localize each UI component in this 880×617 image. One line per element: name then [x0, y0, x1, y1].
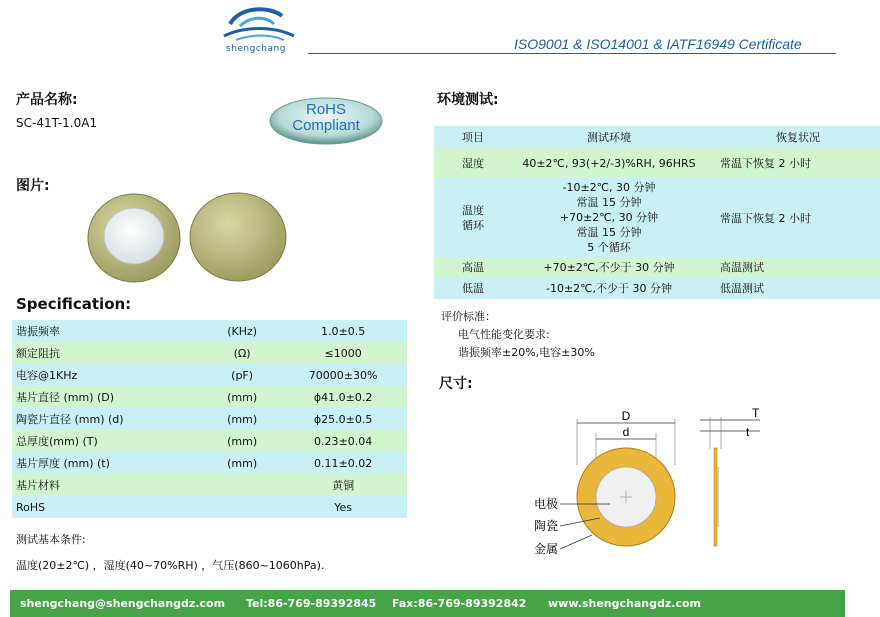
- spec-param: 基片直径 (mm) (D): [12, 386, 205, 408]
- env-condition: 40±2℃, 93(+2/-3)%RH, 96HRS: [512, 148, 706, 178]
- env-recovery: 低温测试: [706, 277, 880, 299]
- spec-row: [12, 342, 407, 364]
- env-header-row: [434, 126, 880, 148]
- dimensions-heading: 尺寸:: [439, 376, 473, 392]
- spec-row: [12, 364, 407, 386]
- header-divider: [308, 53, 836, 54]
- label-t: t: [746, 425, 750, 439]
- env-row-high-temp: [434, 257, 880, 277]
- specification-table: [12, 320, 407, 518]
- spec-value: ɸ25.0±0.5: [279, 408, 407, 430]
- spec-unit: (pF): [205, 364, 279, 386]
- side-ceramic: [717, 467, 719, 527]
- env-condition-line: 常温 15 分钟: [576, 196, 642, 209]
- label-d: d: [622, 425, 630, 439]
- rohs-line-1: RoHS: [305, 101, 346, 118]
- spec-value: 0.11±0.02: [279, 452, 407, 474]
- spec-row: [12, 320, 407, 342]
- env-item: 低温: [434, 277, 512, 299]
- env-condition: -10±2℃,不少于 30 分钟: [512, 277, 706, 299]
- env-recovery: 常温下恢复 2 小时: [706, 178, 880, 257]
- env-item: 湿度: [434, 148, 512, 178]
- env-item: [434, 178, 512, 257]
- spec-value: ɸ41.0±0.2: [279, 386, 407, 408]
- side-metal: [714, 448, 717, 546]
- env-col-recovery: 恢复状况: [706, 126, 880, 148]
- spec-unit: (mm): [205, 430, 279, 452]
- env-condition: +70±2℃,不少于 30 分钟: [512, 257, 706, 277]
- spec-unit: (Ω): [205, 342, 279, 364]
- spec-value: Yes: [279, 496, 407, 518]
- spec-unit: (mm): [205, 452, 279, 474]
- environment-table: [434, 126, 880, 299]
- spec-param: 陶瓷片直径 (mm) (d): [12, 408, 205, 430]
- env-condition-line: 5 个循环: [587, 241, 631, 254]
- footer-website[interactable]: www.shengchangdz.com: [548, 597, 701, 610]
- label-D: D: [621, 409, 631, 423]
- label-electrode: 电极: [534, 497, 559, 511]
- env-condition: [512, 178, 706, 257]
- spec-unit: (mm): [205, 408, 279, 430]
- footer-bar: [10, 590, 845, 617]
- spec-row: [12, 408, 407, 430]
- product-name-heading: 产品名称:: [16, 92, 78, 108]
- spec-row: [12, 474, 407, 496]
- spec-value: 1.0±0.5: [279, 320, 407, 342]
- spec-param: 电容@1KHz: [12, 364, 205, 386]
- spec-param: 基片材料: [12, 474, 205, 496]
- spec-param: RoHS: [12, 496, 205, 518]
- environment-heading: 环境测试:: [437, 92, 499, 108]
- env-item-line: 温度: [462, 203, 484, 217]
- env-row-low-temp: [434, 277, 880, 299]
- spec-row: [12, 452, 407, 474]
- spec-param: 基片厚度 (mm) (t): [12, 452, 205, 474]
- env-recovery: 高温测试: [706, 257, 880, 277]
- label-ceramic: 陶瓷: [534, 519, 559, 533]
- label-metal: 金属: [534, 542, 559, 556]
- spec-value: 0.23±0.04: [279, 430, 407, 452]
- env-col-env: 测试环境: [512, 126, 706, 148]
- spec-value: ≤1000: [279, 342, 407, 364]
- product-model: SC-41T-1.0A1: [16, 116, 98, 130]
- test-conditions: 温度(20±2℃) ，湿度(40~70%RH) ，气压(860~1060hPa).: [16, 559, 325, 572]
- env-item-line: 循环: [462, 218, 484, 232]
- env-item: 高温: [434, 257, 512, 277]
- spec-value: 黄铜: [279, 474, 407, 496]
- logo-text: shengchang: [226, 44, 286, 54]
- env-row-cycle: [434, 178, 880, 257]
- env-col-item: 项目: [434, 126, 512, 148]
- spec-param: 额定阻抗: [12, 342, 205, 364]
- evaluation-title: 评价标准：: [441, 310, 496, 323]
- spec-row: [12, 496, 407, 518]
- spec-unit: [205, 496, 279, 518]
- rohs-badge: [268, 96, 384, 146]
- env-condition-line: -10±2℃, 30 分钟: [562, 181, 656, 194]
- product-photo: [84, 192, 290, 284]
- env-condition-line: 常温 15 分钟: [576, 226, 642, 239]
- env-recovery: 常温下恢复 2 小时: [706, 148, 880, 178]
- spec-value: 70000±30%: [279, 364, 407, 386]
- footer-tel: Tel:86-769-89392845: [246, 597, 377, 610]
- dimension-drawing: [520, 405, 790, 565]
- evaluation-line-1: 电气性能变化要求:: [458, 328, 550, 341]
- footer-fax: Fax:86-769-89392842: [392, 597, 527, 610]
- spec-unit: (mm): [205, 386, 279, 408]
- test-conditions-title: 测试基本条件:: [16, 533, 86, 546]
- spec-row: [12, 430, 407, 452]
- spec-param: 谐振频率: [12, 320, 205, 342]
- spec-row: [12, 386, 407, 408]
- certificate-text: ISO9001 & ISO14001 & IATF16949 Certificate: [514, 36, 802, 52]
- spec-unit: (KHz): [205, 320, 279, 342]
- footer-email[interactable]: shengchang@shengchangdz.com: [20, 597, 226, 610]
- picture-heading: 图片:: [16, 178, 50, 194]
- env-row-humidity: [434, 148, 880, 178]
- spec-unit: [205, 474, 279, 496]
- leader-metal: [560, 535, 592, 549]
- env-condition-line: +70±2℃, 30 分钟: [559, 211, 659, 224]
- label-T: T: [752, 406, 760, 420]
- spec-param: 总厚度(mm) (T): [12, 430, 205, 452]
- specification-heading: Specification:: [16, 295, 132, 313]
- rohs-line-2: Compliant: [292, 117, 360, 134]
- evaluation-line-2: 谐振频率±20%,电容±30%: [458, 346, 595, 359]
